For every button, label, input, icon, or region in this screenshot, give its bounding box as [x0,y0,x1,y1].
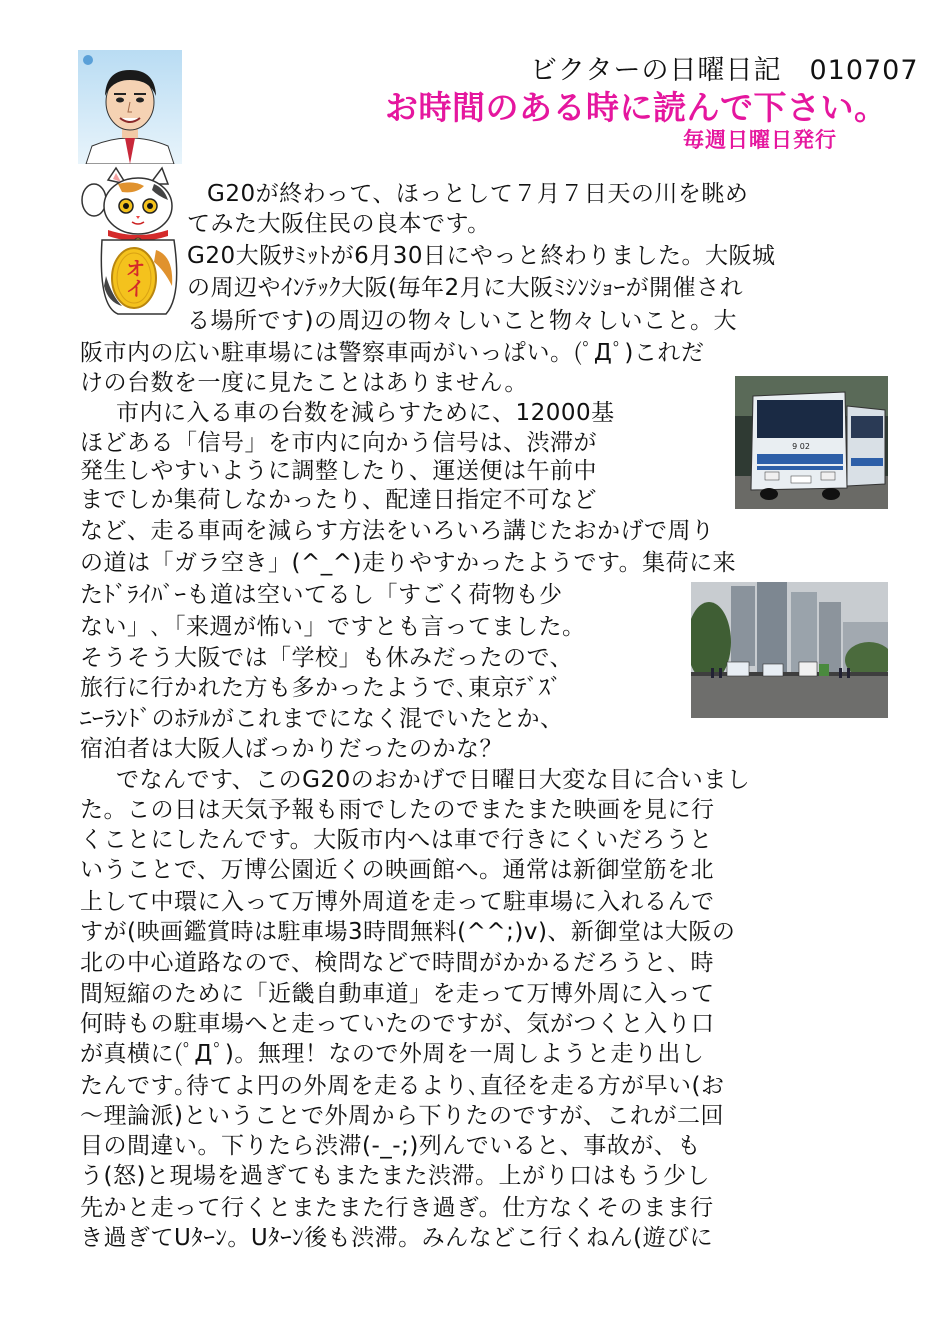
body-line: G20が終わって、ほっとして７月７日天の川を眺め [207,181,749,207]
body-line: そうそう大阪では「学校」も休みだったので、 [80,645,574,671]
body-line: てみた大阪住民の良本です。 [187,211,491,237]
body-line: ほどある「信号」を市内に向かう信号は、渋滞が [80,430,597,456]
document-subtitle: お時間のある時に読んで下さい。 [385,88,888,127]
body-line: いうことで、万博公園近くの映画館へ。通常は新御堂筋を北 [80,857,715,883]
body-line: 阪市内の広い駐車場には警察車両がいっぱい。(ﾟДﾟ)これだ [80,340,705,366]
body-line: すが(映画鑑賞時は駐車場3時間無料(^^;)v)、新御堂は大阪の [80,919,736,945]
body-line: ～理論派)ということで外周から下りたのですが、これが二回 [80,1103,724,1129]
body-line: の道は「ガラ空き」(^_^)走りやすかったようです。集荷に来 [80,550,737,576]
body-line: が真横に(ﾟДﾟ)。無理！なので外周を一周しようと走り出し [80,1041,705,1067]
body-line: た。この日は天気予報も雨でしたのでまたまた映画を見に行 [80,797,715,823]
body-line: でなんです、このG20のおかげで日曜日大変な目に合いまし [116,767,751,793]
police-street-photo [691,582,888,718]
body-line: る場所です)の周辺の物々しいこと物々しいこと。大 [187,308,737,334]
body-line: など、走る車両を減らす方法をいろいろ講じたおかげで周り [80,518,715,544]
body-line: ない」､「来週が怖い」ですとも言ってました。 [80,614,586,640]
body-line: たんです｡待てよ円の外周を走るより､直径を走る方が早い(お [80,1073,725,1099]
body-line: 市内に入る車の台数を減らすために、12000基 [116,400,615,426]
author-portrait-illustration [78,50,182,164]
body-line: 北の中心道路なので、検問などで時間がかかるだろうと、時 [80,950,715,976]
body-line: までしか集荷しなかったり、配達日指定不可など [80,487,597,513]
neko-badge-text: オイ [122,258,146,298]
body-line: う(怒)と現場を過ぎてもまたまた渋滞。上がり口はもう少し [80,1163,710,1189]
body-line: けの台数を一度に見たことはありません。 [80,370,528,396]
body-line: 宿泊者は大阪人ばっかりだったのかな？ [80,736,503,762]
body-line: の周辺やｲﾝﾃｯｸ大阪(毎年2月に大阪ﾐｼﾝｼｮｰが開催され [187,275,744,301]
body-line: 間短縮のために「近畿自動車道」を走って万博外周に入って [80,981,715,1007]
body-line: 上して中環に入って万博外周道を走って駐車場に入れるんで [80,889,715,915]
police-bus-photo [735,376,888,509]
maneki-neko-illustration [78,166,186,318]
body-line: くことにしたんです。大阪市内へは車で行きにくいだろうと [80,827,713,853]
body-line: 目の間違い。下りたら渋滞(-_-;)列んでいると、事故が、も [80,1133,701,1159]
publication-frequency: 毎週日曜日発行 [683,128,837,152]
body-line: G20大阪ｻﾐｯﾄが6月30日にやっと終わりました。大阪城 [187,243,776,269]
body-line: 先かと走って行くとまたまた行き過ぎ。仕方なくそのまま行 [80,1195,714,1221]
body-line: き過ぎてUﾀｰﾝ。Uﾀｰﾝ後も渋滞。みんなどこ行くねん(遊びに [80,1225,714,1251]
bus-plate-number: 9 02 [792,442,810,451]
body-line: たﾄﾞﾗｲﾊﾞｰも道は空いてるし「すごく荷物も少 [80,582,563,608]
body-line: 旅行に行かれた方も多かったようで､東京ﾃﾞｽﾞ [80,675,562,701]
body-line: 発生しやすいように調整したり、運送便は午前中 [80,458,597,484]
body-line: ﾆｰﾗﾝﾄﾞのﾎﾃﾙがこれまでになく混でいたとか、 [80,706,564,732]
body-line: 何時もの駐車場へと走っていたのですが、気がつくと入り口 [80,1011,715,1037]
document-title: ビクターの日曜日記 010707 [530,55,919,86]
